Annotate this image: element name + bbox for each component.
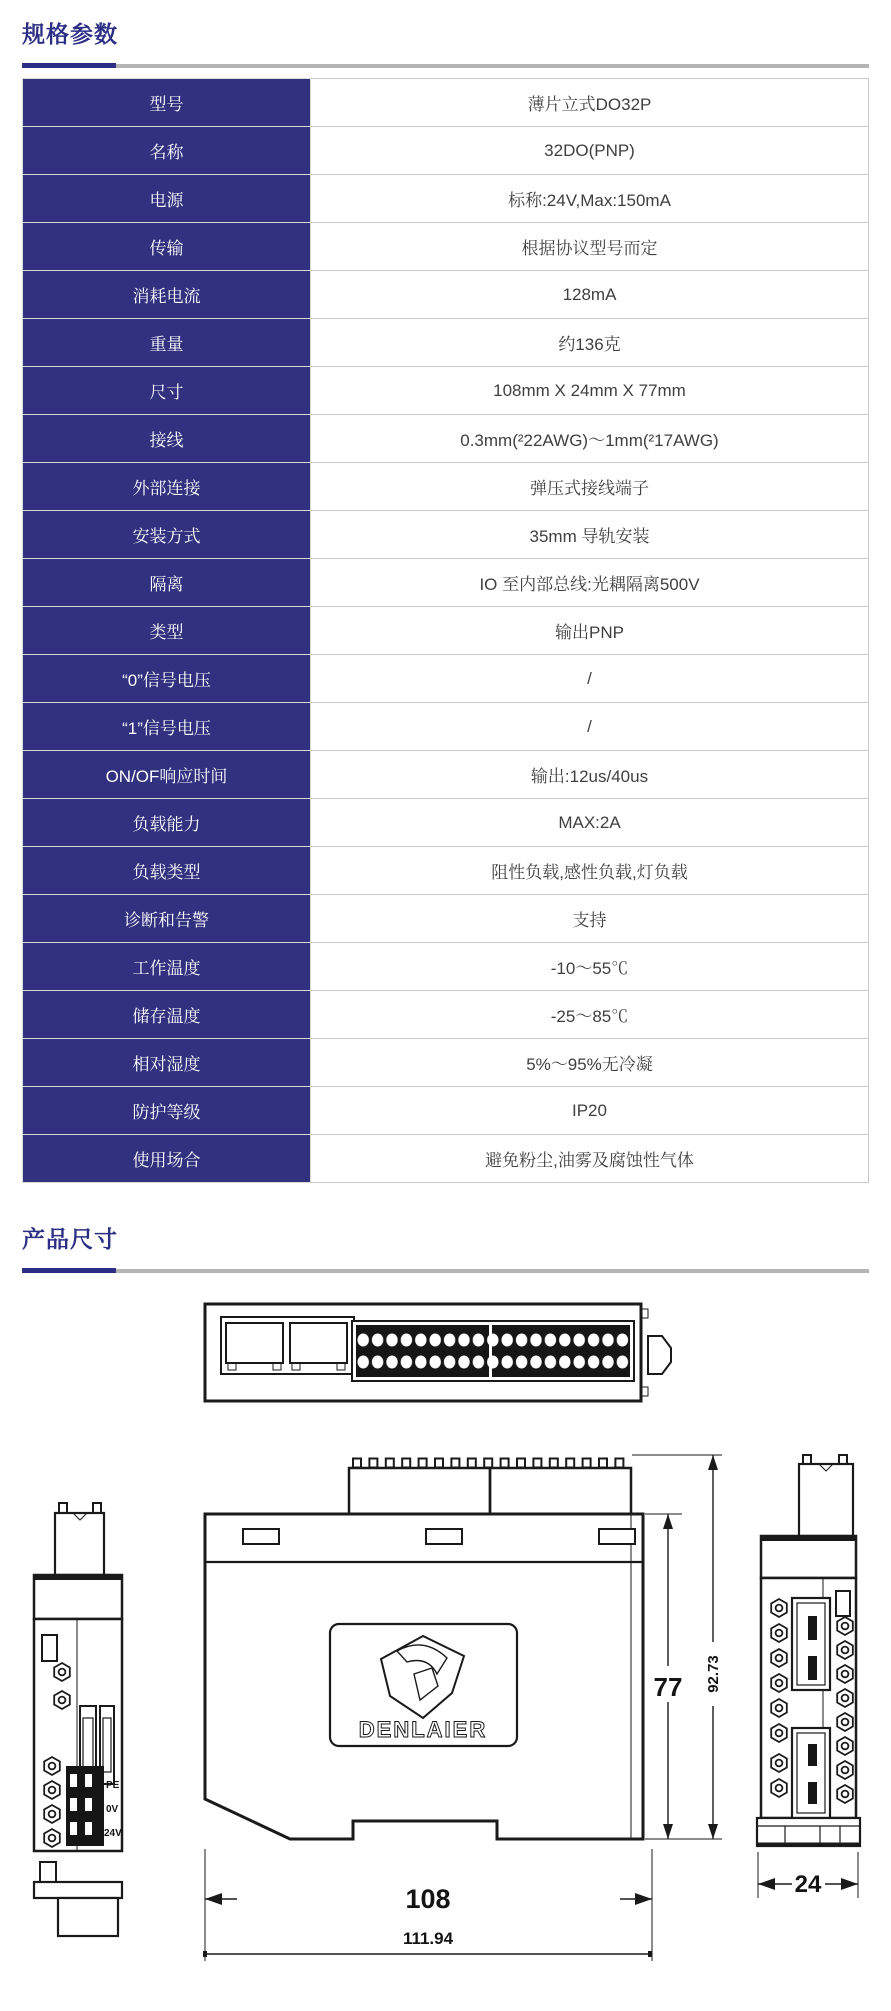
spec-table-row [23,559,869,607]
spec-row-value: 标称:24V,Max:150mA [311,175,869,223]
spec-row-value: -25～85℃ [311,991,869,1039]
power-label-0v: 0V [106,1804,119,1815]
front-top-connector-2 [490,1468,631,1514]
spec-row-label: 使用场合 [23,1135,311,1183]
dimensions-title-underline [22,1268,869,1273]
spec-table-row [23,319,869,367]
spec-row-label: 消耗电流 [23,271,311,319]
spec-row-label: 名称 [23,127,311,175]
spec-table-row [23,463,869,511]
power-label-pe: PE [106,1780,120,1791]
left-base-block [58,1898,118,1936]
rj45-port-1 [226,1323,283,1363]
top-view-drawing [205,1304,671,1401]
side-view-left-drawing [34,1503,122,1936]
spec-row-value: 108mm X 24mm X 77mm [311,367,869,415]
left-base [34,1882,122,1898]
front-top-connector-1 [349,1468,490,1514]
spec-table-row [23,1087,869,1135]
underline-accent-segment [22,63,116,68]
spec-table-row [23,1135,869,1183]
spec-row-value: / [311,703,869,751]
spec-table-row [23,847,869,895]
product-dimension-drawing [0,1273,891,2011]
dim-body-height: 77 [653,1672,683,1702]
right-top-connector [799,1464,853,1536]
spec-row-label: 隔离 [23,559,311,607]
spec-table-row [23,991,869,1039]
spec-table-row [23,943,869,991]
spec-row-label: 储存温度 [23,991,311,1039]
spec-table-row [23,703,869,751]
dim-depth: 24 [794,1871,822,1898]
spec-row-value: 5%～95%无冷凝 [311,1039,869,1087]
spec-table-row [23,367,869,415]
power-label-24v: 24V [104,1828,122,1839]
spec-table-row [23,223,869,271]
din-latch [648,1336,671,1374]
vent-slot [426,1529,462,1544]
spec-row-label: 诊断和告警 [23,895,311,943]
dimensions-section-title: 产品尺寸 [22,1226,118,1252]
spec-row-value: 35mm 导轨安装 [311,511,869,559]
spec-table-row [23,607,869,655]
spec-row-label: 传输 [23,223,311,271]
spec-row-value: / [311,655,869,703]
vent-slot [243,1529,279,1544]
underline-gray-segment [116,1269,869,1273]
spec-row-label: “0”信号电压 [23,655,311,703]
spec-row-value: 约136克 [311,319,869,367]
left-cap [34,1575,122,1619]
spec-row-label: “1”信号电压 [23,703,311,751]
dim-total-height: 92.73 [705,1655,722,1693]
spec-row-label: 电源 [23,175,311,223]
spec-table [22,78,869,1183]
spec-row-label: 防护等级 [23,1087,311,1135]
spec-table-body [23,79,869,1183]
spec-row-value: 支持 [311,895,869,943]
spec-row-label: 安装方式 [23,511,311,559]
spec-table-row [23,511,869,559]
spec-row-label: 负载能力 [23,799,311,847]
specs-title-underline [22,63,869,68]
spec-table-row [23,751,869,799]
vent-slot [599,1529,635,1544]
spec-row-label: 尺寸 [23,367,311,415]
spec-row-label: 类型 [23,607,311,655]
spec-row-label: 外部连接 [23,463,311,511]
spec-row-value: MAX:2A [311,799,869,847]
side-view-right-drawing [757,1455,860,1898]
right-base [757,1818,860,1846]
rj45-port-2 [290,1323,347,1363]
spec-table-row [23,655,869,703]
dim-body-width: 108 [405,1884,451,1914]
spec-row-value: 32DO(PNP) [311,127,869,175]
spec-row-label: 重量 [23,319,311,367]
spec-row-label: 负载类型 [23,847,311,895]
right-connector-b [792,1728,830,1818]
spec-row-value: 输出:12us/40us [311,751,869,799]
spec-table-row [23,271,869,319]
front-view-drawing [205,1463,643,1839]
terminal-holes [356,1329,630,1373]
underline-accent-segment [22,1268,116,1273]
spec-table-row [23,79,869,127]
spec-row-value: 避免粉尘,油雾及腐蚀性气体 [311,1135,869,1183]
spec-row-label: ON/OF响应时间 [23,751,311,799]
spec-table-row [23,1039,869,1087]
specs-section-title: 规格参数 [22,21,118,47]
right-cap [761,1536,856,1578]
spec-row-label: 接线 [23,415,311,463]
spec-row-value: -10～55℃ [311,943,869,991]
spec-table-row [23,415,869,463]
spec-row-value: IO 至内部总线:光耦隔离500V [311,559,869,607]
left-led-window [42,1635,57,1661]
spec-table-row [23,799,869,847]
spec-row-value: 输出PNP [311,607,869,655]
left-top-connector [55,1513,104,1575]
spec-table-row [23,175,869,223]
spec-row-value: 阻性负载,感性负载,灯负载 [311,847,869,895]
brand-text: DENLAIER [358,1717,488,1742]
spec-row-value: 薄片立式DO32P [311,79,869,127]
spec-row-label: 相对湿度 [23,1039,311,1087]
spec-row-value: 根据协议型号而定 [311,223,869,271]
spec-table-row [23,127,869,175]
dim-total-width: 111.94 [402,1929,454,1948]
spec-row-label: 工作温度 [23,943,311,991]
underline-gray-segment [116,64,869,68]
spec-row-value: 0.3mm(²22AWG)～1mm(²17AWG) [311,415,869,463]
spec-row-value: 弹压式接线端子 [311,463,869,511]
right-view-dimension [758,1852,858,1898]
spec-table-row [23,895,869,943]
spec-row-value: 128mA [311,271,869,319]
spec-row-label: 型号 [23,79,311,127]
spec-row-value: IP20 [311,1087,869,1135]
